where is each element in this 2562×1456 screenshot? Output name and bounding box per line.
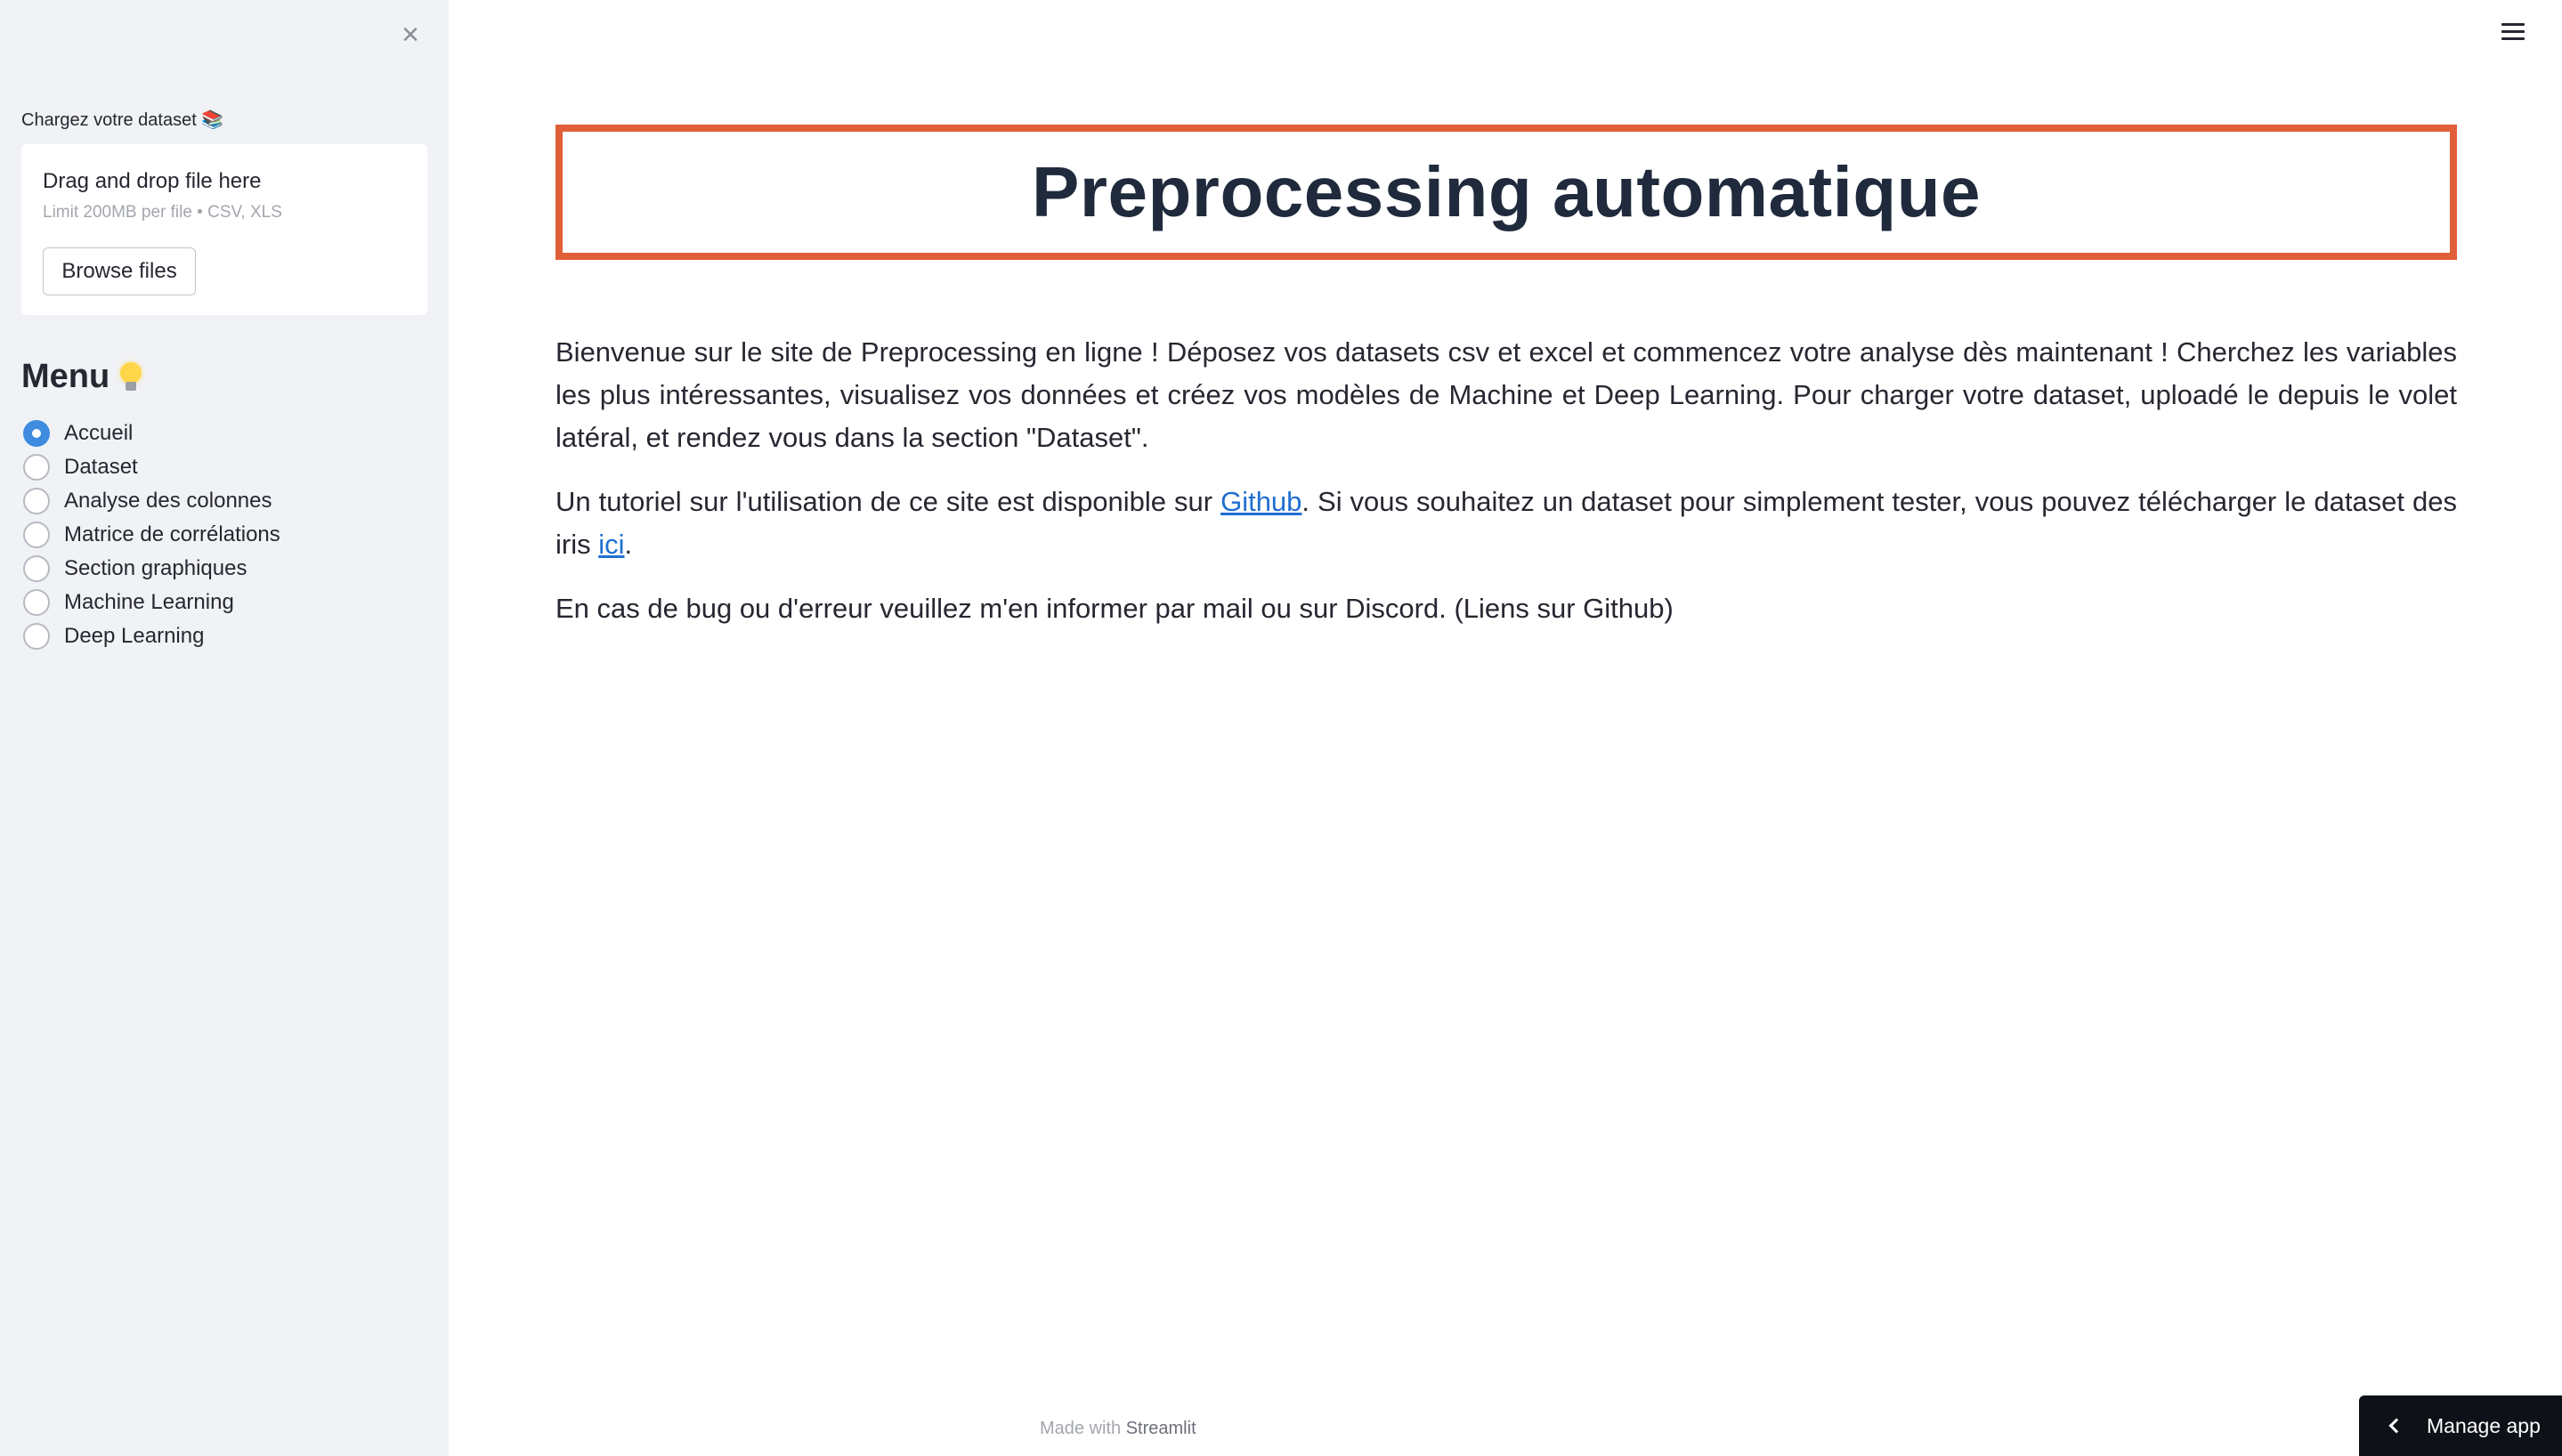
- radio-analyse-des-colonnes[interactable]: [23, 484, 280, 518]
- radio-unchecked-icon[interactable]: [23, 454, 50, 481]
- tutorial-text-before: Un tutoriel sur l'utilisation de ce site est disponible sur: [555, 486, 1221, 517]
- hamburger-menu-icon[interactable]: [2501, 23, 2525, 44]
- radio-label: Deep Learning: [64, 624, 205, 648]
- uploader-label: Chargez votre dataset 📚: [21, 110, 224, 130]
- radio-unchecked-icon[interactable]: [23, 623, 50, 650]
- bug-report-paragraph: En cas de bug ou d'erreur veuillez m'en informer par mail ou sur Discord. (Liens sur Github): [555, 593, 1674, 624]
- tutorial-text-end: .: [624, 529, 633, 560]
- tutorial-text-middle: . Si vous souhaitez un dataset pour simplement tester, vous pouvez télécharger le dataset des iris: [555, 486, 2457, 560]
- radio-label: Dataset: [64, 455, 138, 479]
- file-uploader-dropzone[interactable]: [21, 144, 427, 315]
- tutorial-paragraph: [555, 481, 2457, 566]
- radio-matrice-de-correlations[interactable]: [23, 518, 280, 552]
- file-limit-text: Limit 200MB per file • CSV, XLS: [43, 203, 282, 222]
- radio-label: Section graphiques: [64, 556, 247, 580]
- radio-machine-learning[interactable]: [23, 586, 280, 619]
- radio-section-graphiques[interactable]: [23, 552, 280, 586]
- radio-checked-icon[interactable]: [23, 420, 50, 447]
- streamlit-link[interactable]: Streamlit: [1125, 1419, 1196, 1438]
- page-title: Preprocessing automatique: [1031, 152, 1982, 231]
- footer-made-with: Made with: [1040, 1419, 1126, 1438]
- radio-dataset[interactable]: [23, 450, 280, 484]
- lightbulb-icon: [120, 362, 142, 392]
- title-banner: [555, 125, 2457, 260]
- menu-radio-group: [23, 417, 280, 653]
- sidebar: [0, 0, 449, 1456]
- radio-accueil[interactable]: [23, 417, 280, 450]
- main-content: [555, 331, 2457, 651]
- radio-unchecked-icon[interactable]: [23, 555, 50, 582]
- radio-unchecked-icon[interactable]: [23, 488, 50, 514]
- radio-label: Analyse des colonnes: [64, 489, 272, 513]
- footer: [1040, 1419, 1196, 1439]
- github-link[interactable]: Github: [1220, 486, 1302, 517]
- close-sidebar-icon[interactable]: ×: [401, 18, 419, 52]
- menu-heading-text: Menu: [21, 358, 110, 395]
- radio-label: Matrice de corrélations: [64, 522, 280, 546]
- radio-deep-learning[interactable]: [23, 619, 280, 653]
- radio-unchecked-icon[interactable]: [23, 522, 50, 548]
- manage-app-label: Manage app: [2427, 1413, 2541, 1437]
- dropzone-text: Drag and drop file here: [43, 169, 262, 193]
- radio-label: Machine Learning: [64, 590, 234, 614]
- menu-heading: [21, 358, 142, 396]
- intro-paragraph: Bienvenue sur le site de Preprocessing en ligne ! Déposez vos datasets csv et excel et commencez votre analyse dès maintenant ! Cherchez les variables les plus intéressantes, visualisez vos données et créez vos modèles de Machine et Deep Learning. Pour charger votre dataset, uploadé le depuis le volet latéral, et rendez vous dans la section "Dataset".: [555, 336, 2457, 453]
- radio-label: Accueil: [64, 421, 134, 445]
- manage-app-button[interactable]: [2359, 1395, 2562, 1456]
- iris-dataset-link[interactable]: ici: [598, 529, 625, 560]
- radio-unchecked-icon[interactable]: [23, 589, 50, 616]
- chevron-left-icon: [2389, 1419, 2404, 1434]
- browse-files-button[interactable]: Browse files: [43, 247, 196, 295]
